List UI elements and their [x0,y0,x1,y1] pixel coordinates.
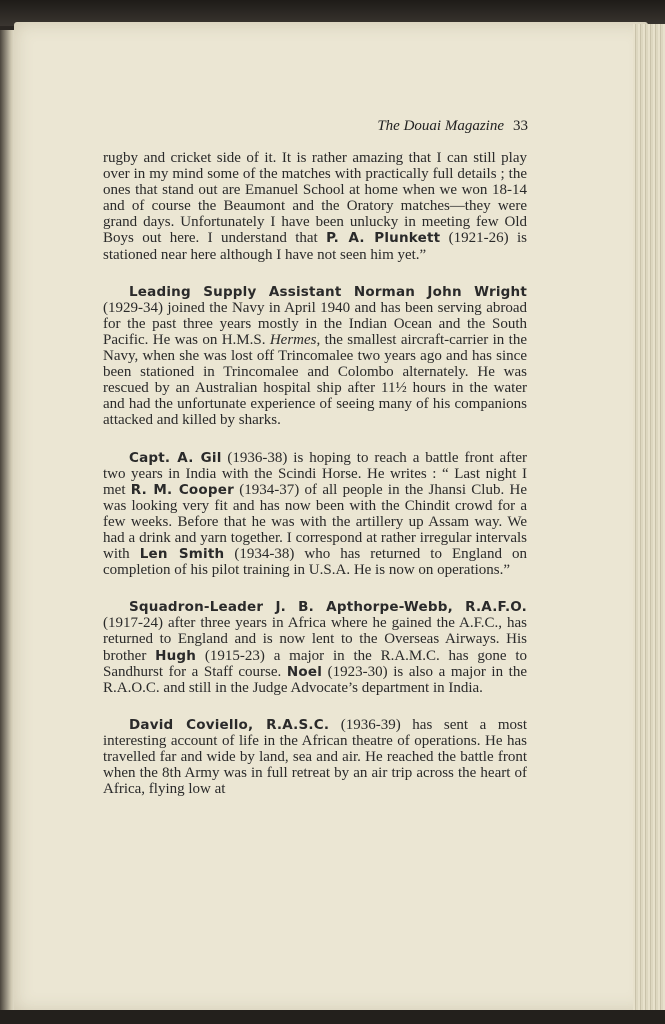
paragraph-text: (1921-26) is stationed near here although I have not seen him yet.” [103,230,527,263]
paragraph-text: (1917-24) after three years in Africa where he gained the A.F.C., has returned to England and is now lent to the Overseas Airways. His brother [103,615,527,664]
paragraph-plunkett [103,150,527,263]
paragraph-text: (1936-38) is hoping to reach a battle front after two years in India with the Scindi Horse. He writes : “ Last night I met [103,449,527,498]
paragraph-apthorpe-webb [103,599,527,696]
paragraph-text: (1936-39) has sent a most interesting account of life in the African theatre of operations. He has travelled far and wide by land, sea and air. He reached the battle front when the 8th Army was in full retreat by an air trip across the heart of Africa, flying low at [103,716,527,798]
paragraph-gil [103,450,527,579]
paragraph-text: (1934-38) who has returned to England on completion of his pilot training in U.S.A. He is now on operations.” [103,546,527,579]
person-name: Noel [286,663,323,680]
paragraph-text: , the smallest aircraft-carrier in the Navy, when she was lost off Trincomalee two years ago and has since been stationed in Trincomalee and Colombo alternately. He was rescued by an Australian hospital ship after 11½ hours in the water and had the unfortunate experience of seeing many of his companions attacked and killed by sharks. [103,331,527,429]
person-name: Len Smith [139,546,225,563]
person-name: P. A. Plunkett [326,230,441,247]
running-header [377,118,528,135]
paragraph-text: (1934-37) of all people in the Jhansi Club. He was looking very fit and has now been with the Chindit crowd for a few weeks. Before that he was with the artillery up Assam way. We had a drink and yarn together. I correspond at rather irregular intervals with [103,481,527,563]
paragraph-coviello [103,717,527,797]
paragraph-wright [103,284,527,429]
person-name: Hugh [155,647,197,664]
person-name: Capt. A. Gil [129,449,222,466]
ship-name: Hermes [269,331,317,348]
paragraph-text: (1929-34) joined the Navy in April 1940 and has been serving abroad for the past three years mostly in the Indian Ocean and the South Pacific. He was on H.M.S. [103,299,527,348]
page-stack-edge [633,24,665,1024]
paragraph-text: (1915-23) a major in the R.A.M.C. has gone to Sandhurst for a Staff course. [103,647,527,680]
person-name: Leading Supply Assistant Norman John Wright [129,283,527,300]
scan-background-bottom [0,1010,665,1024]
paragraph-text: rugby and cricket side of it. It is rather amazing that I can still play over in my mind some of the matches with practically full details ; the ones that stand out are Emanuel School at home when we won 18-14 and of course the Beaumont and the Oratory matches—they were grand days. Unfortunately I have been unlucky in meeting few Old Boys out here. I understand that [103,150,527,247]
person-name: David Coviello, R.A.S.C. [129,716,330,733]
article-body [103,150,527,797]
paragraph-text: (1923-30) is also a major in the R.A.O.C. and still in the Judge Advocate’s department in India. [103,663,527,696]
person-name: R. M. Cooper [130,481,234,498]
magazine-title: The Douai Magazine [377,118,504,134]
page-number: 33 [513,118,528,134]
person-name: Squadron-Leader J. B. Apthorpe-Webb, R.A.F.O. [129,599,527,616]
